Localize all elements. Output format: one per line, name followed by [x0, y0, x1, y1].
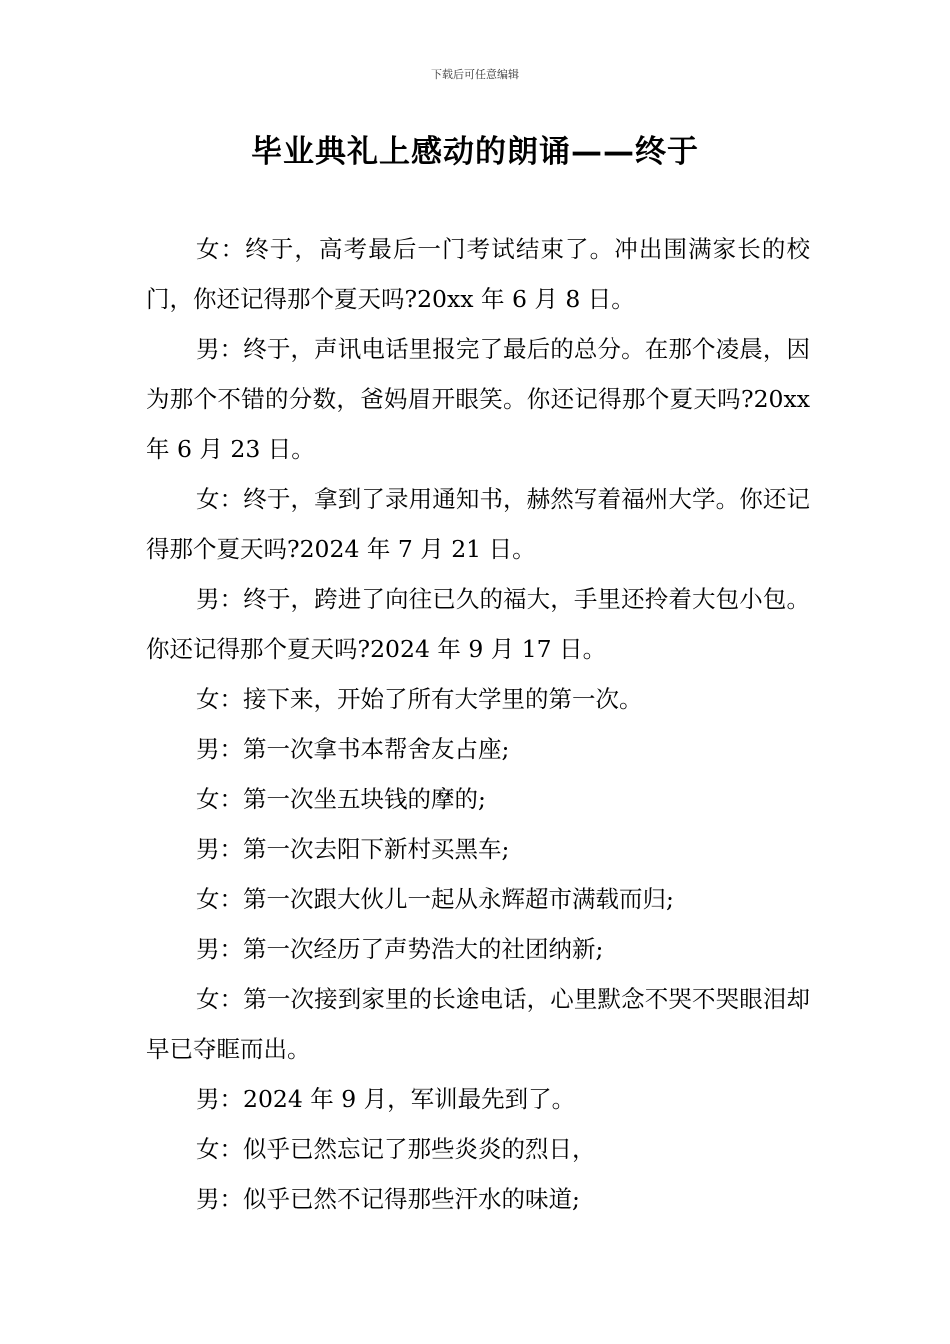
paragraph-5: 女：接下来，开始了所有大学里的第一次。 — [196, 685, 643, 713]
paragraph-10: 男：第一次经历了声势浩大的社团纳新; — [196, 935, 604, 963]
paragraph-3: 女：终于，拿到了录用通知书，赫然写着福州大学。你还记得那个夏天吗?2024 年 7 月 21 日。 — [146, 485, 810, 563]
paragraph-8: 男：第一次去阳下新村买黑车; — [196, 835, 510, 863]
paragraph-6: 男：第一次拿书本帮舍友占座; — [196, 735, 510, 763]
paragraph-7: 女：第一次坐五块钱的摩的; — [196, 785, 486, 813]
paragraph-14: 男：似乎已然不记得那些汗水的味道; — [196, 1185, 580, 1213]
paragraph-13: 女：似乎已然忘记了那些炎炎的烈日， — [196, 1135, 596, 1163]
paragraph-9: 女：第一次跟大伙儿一起从永辉超市满载而归; — [196, 885, 674, 913]
document-body — [146, 224, 810, 1224]
header-note: 下载后可任意编辑 — [431, 68, 519, 81]
paragraph-12: 男：2024 年 9 月，军训最先到了。 — [196, 1085, 576, 1113]
paragraph-4: 男：终于，跨进了向往已久的福大，手里还拎着大包小包。你还记得那个夏天吗?2024 年 9 月 17 日。 — [146, 585, 810, 663]
paragraph-11: 女：第一次接到家里的长途电话，心里默念不哭不哭眼泪却早已夺眶而出。 — [146, 985, 810, 1063]
document-title: 毕业典礼上感动的朗诵——终于 — [251, 134, 699, 170]
paragraph-1: 女：终于，高考最后一门考试结束了。冲出围满家长的校门，你还记得那个夏天吗?20xx 年 6 月 8 日。 — [146, 235, 810, 313]
paragraph-2: 男：终于，声讯电话里报完了最后的总分。在那个凌晨，因为那个不错的分数，爸妈眉开眼笑。你还记得那个夏天吗?20xx 年 6 月 23 日。 — [146, 335, 810, 463]
